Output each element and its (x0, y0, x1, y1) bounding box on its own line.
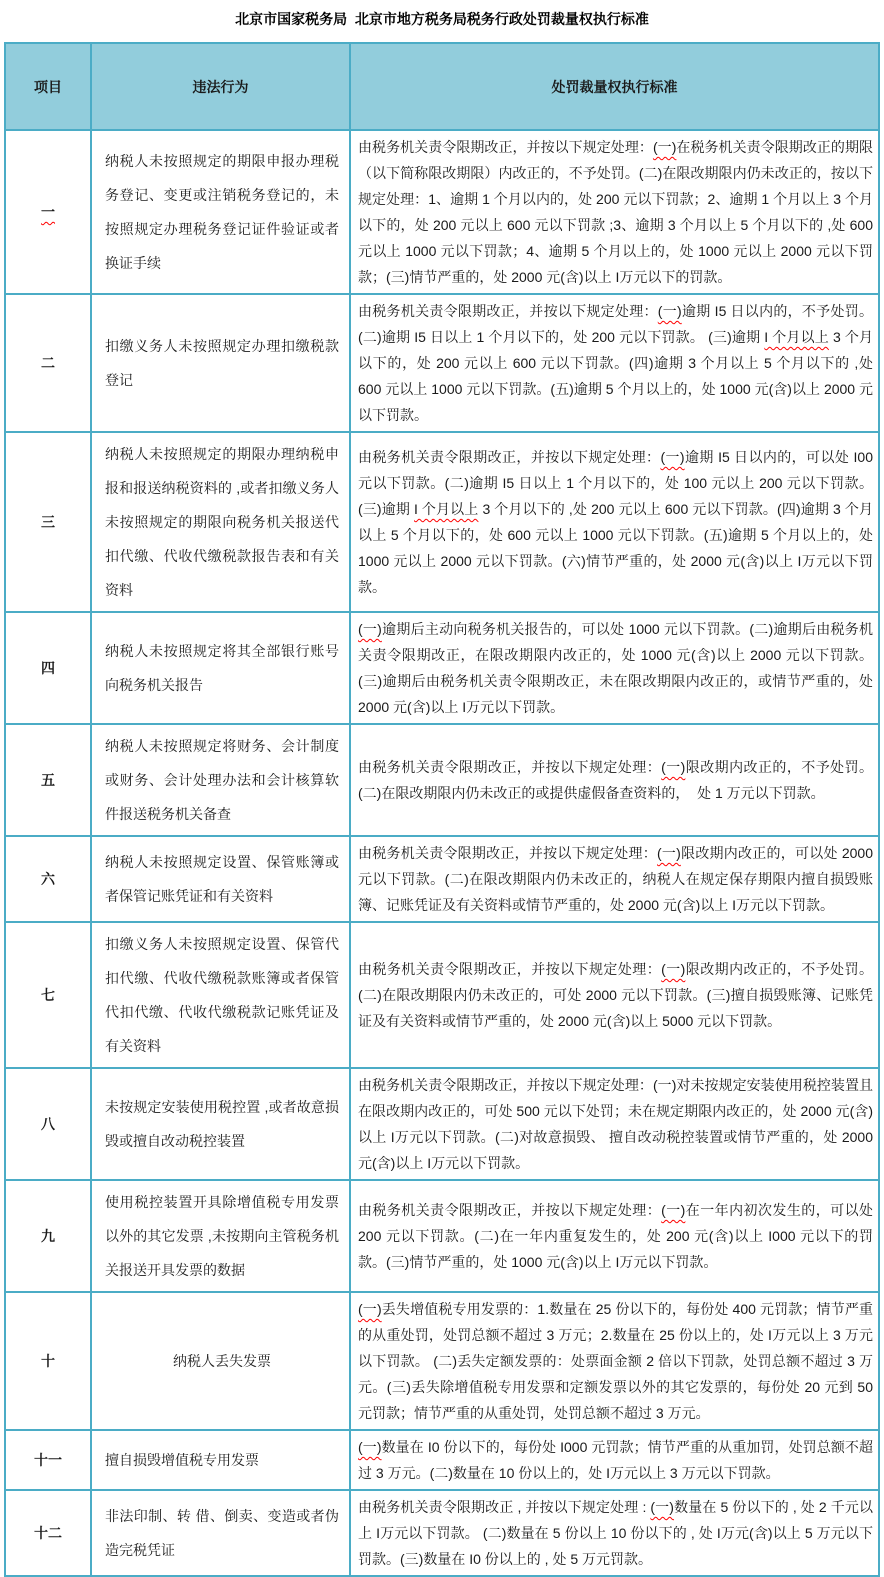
item-number: 九 (5, 1180, 91, 1292)
table-row (5, 1180, 879, 1292)
standard-cell: 由税务机关责令限期改正，并按以下规定处理：(一)逾期 I5 日以内的，不予处罚。(二)逾期 I5 日以上 1 个月以下的，处 200 元以下罚款。 (三)逾期 I 个月以上 3 个月以下的，处 200 元以上 600 元以下罚款。(四)逾期 3 个月以上 5 个月以下的 ,处 600 元以上 1000 元以下罚款。(五)逾期 5 个月以上的，处 1000 元(含)以上 2000 元以下罚款。 (350, 294, 879, 432)
violation-cell: 扣缴义务人未按照规定设置、保管代扣代缴、代收代缴税款账簿或者保管代扣代缴、代收代缴税款记账凭证及有关资料 (91, 922, 350, 1068)
standard-cell: 由税务机关责令限期改正，并按以下规定处理：(一)对未按规定安装使用税控装置且在限改期内改正的，可处 500 元以下处罚；未在规定期限内改正的，处 2000 元(含)以上 I万元以下罚款。(二)对故意损毁、 擅自改动税控装置或情节严重的，处 2000 元(含)以上 I万元以下罚款。 (350, 1068, 879, 1180)
spellcheck-squiggle: (一) (657, 303, 682, 319)
column-header-item: 项目 (5, 43, 91, 130)
violation-cell: 纳税人未按照规定的期限办理纳税申报和报送纳税资料的 ,或者扣缴义务人未按照规定的期限向税务机关报送代扣代缴、代收代缴税款报告表和有关资料 (91, 432, 350, 612)
table-body (5, 130, 879, 1576)
standard-cell: 由税务机关责令限期改正，并按以下规定处理：(一)在税务机关责令限期改正的期限（以下简称限改期限）内改正的，不予处罚。(二)在限改期限内仍未改正的，按以下规定处理：1、逾期 1 个月以内的，处 200 元以下罚款；2、逾期 1 个月以上 3 个月以下的，处 200 元以上 600 元以下罚款 ;3、逾期 3 个月以上 5 个月以下的 ,处 600 元以上 1000 元以下罚款；4、逾期 5 个月以上的，处 1000 元以上 2000 元以下罚款；(三)情节严重的，处 2000 元(含)以上 I万元以下的罚款。 (350, 130, 879, 294)
violation-cell: 擅自损毁增值税专用发票 (91, 1430, 350, 1490)
item-number: 四 (5, 612, 91, 724)
table-row (5, 836, 879, 922)
standard-cell: 由税务机关责令限期改正，并按以下规定处理：(一)限改期内改正的，不予处罚。(二)在限改期限内仍未改正的或提供虚假备查资料的， 处 1 万元以下罚款。 (350, 724, 879, 836)
spellcheck-squiggle: (一) (657, 845, 681, 861)
table-row (5, 130, 879, 294)
item-number: 二 (5, 294, 91, 432)
violation-cell: 纳税人未按照规定设置、保管账簿或者保管记账凭证和有关资料 (91, 836, 350, 922)
standard-cell: 由税务机关责令限期改正，并按以下规定处理：(一)在一年内初次发生的，可以处 200 元以下罚款。(二)在一年内重复发生的，处 200 元(含)以上 I000 元以下的罚款。(三)情节严重的，处 1000 元(含)以上 I万元以下罚款。 (350, 1180, 879, 1292)
violation-cell: 纳税人丢失发票 (91, 1292, 350, 1430)
penalty-standards-table (4, 42, 880, 1577)
violation-cell: 纳税人未按照规定将其全部银行账号向税务机关报告 (91, 612, 350, 724)
standard-cell: 由税务机关责令限期改正，并按以下规定处理：(一)限改期内改正的，可以处 2000 元以下罚款。(二)在限改期限内仍未改正的，纳税人在规定保存期限内擅自损毁账簿、记账凭证及有关资料或情节严重的，处 2000 元(含)以上 I万元以下罚款。 (350, 836, 879, 922)
item-number: 十 (5, 1292, 91, 1430)
item-number: 三 (5, 432, 91, 612)
header-row (5, 43, 879, 130)
table-header (5, 43, 879, 130)
table-row (5, 612, 879, 724)
table-row (5, 432, 879, 612)
spellcheck-squiggle: (一) (661, 759, 686, 775)
violation-cell: 扣缴义务人未按照规定办理扣缴税款登记 (91, 294, 350, 432)
item-number: 六 (5, 836, 91, 922)
item-number: 八 (5, 1068, 91, 1180)
table-row (5, 1292, 879, 1430)
spellcheck-squiggle: (一) (358, 1301, 382, 1317)
spellcheck-squiggle: (一) (661, 961, 686, 977)
violation-cell: 纳税人未按照规定将财务、会计制度或财务、会计处理办法和会计核算软件报送税务机关备查 (91, 724, 350, 836)
violation-cell: 使用税控装置开具除增值税专用发票以外的其它发票 ,未按期向主管税务机关报送开具发票的数据 (91, 1180, 350, 1292)
item-number: 五 (5, 724, 91, 836)
table-row (5, 922, 879, 1068)
standard-cell: (一)逾期后主动向税务机关报告的，可以处 1000 元以下罚款。(二)逾期后由税务机关责令限期改正，在限改期限内改正的，处 1000 元(含)以上 2000 元以下罚款。(三)逾期后由税务机关责令限期改正，未在限改期限内改正的，或情节严重的，处 2000 元(含)以上 I万元以下罚款。 (350, 612, 879, 724)
standard-cell: 由税务机关责令限期改正 , 并按以下规定处理 : (一)数量在 5 份以下的 , 处 2 千元以上 I万元以下罚款。 (二)数量在 5 份以上 10 份以下的 , 处 I万元(含)以上 5 万元以下罚款。(三)数量在 I0 份以上的 , 处 5 万元罚款。 (350, 1490, 879, 1576)
spellcheck-squiggle: I 个月以上 (764, 329, 829, 345)
violation-cell: 未按规定安装使用税控置 ,或者故意损毁或擅自改动税控装置 (91, 1068, 350, 1180)
spellcheck-squiggle: I 个月以上 (414, 501, 479, 517)
spellcheck-squiggle: (一) (652, 139, 677, 155)
column-header-standard: 处罚裁量权执行标准 (350, 43, 879, 130)
spellcheck-squiggle: (一) (358, 1439, 382, 1455)
spellcheck-squiggle: (一) (650, 1499, 674, 1515)
violation-cell: 纳税人未按照规定的期限申报办理税务登记、变更或注销税务登记的，未按照规定办理税务登记证件验证或者换证手续 (91, 130, 350, 294)
item-number: 七 (5, 922, 91, 1068)
spellcheck-squiggle: (一) (661, 1202, 686, 1218)
standard-cell: (一)丢失增值税专用发票的：1.数量在 25 份以下的，每份处 400 元罚款；情节严重的从重处罚，处罚总额不超过 3 万元；2.数量在 25 份以上的，处 I万元以上 3 万元以下罚款。 (二)丢失定额发票的：处票面金额 2 倍以下罚款，处罚总额不超过 3 万元。(三)丢失除增值税专用发票和定额发票以外的其它发票的，每份处 20 元到 50 元罚款；情节严重的从重处罚，处罚总额不超过 3 万元。 (350, 1292, 879, 1430)
spellcheck-squiggle: 一 (41, 204, 55, 220)
table-row (5, 724, 879, 836)
table-row (5, 294, 879, 432)
item-number (5, 130, 91, 294)
column-header-violation: 违法行为 (91, 43, 350, 130)
table-row (5, 1430, 879, 1490)
violation-cell: 非法印制、转 借、倒卖、变造或者伪造完税凭证 (91, 1490, 350, 1576)
standard-cell: 由税务机关责令限期改正，并按以下规定处理：(一)限改期内改正的，不予处罚。(二)在限改期限内仍未改正的，可处 2000 元以下罚款。(三)擅自损毁账簿、记账凭证及有关资料或情节严重的，处 2000 元(含)以上 5000 元以下罚款。 (350, 922, 879, 1068)
standard-cell: 由税务机关责令限期改正，并按以下规定处理：(一)逾期 I5 日以内的，可以处 I00 元以下罚款。(二)逾期 I5 日以上 1 个月以下的，处 100 元以上 200 元以下罚款。 (三)逾期 I 个月以上 3 个月以下的 ,处 200 元以上 600 元以下罚款。(四)逾期 3 个月以上 5 个月以下的，处 600 元以上 1000 元以下罚款。(五)逾期 5 个月以上的，处 1000 元以上 2000 元以下罚款。(六)情节严重的，处 2000 元(含)以上 I万元以下罚款。 (350, 432, 879, 612)
standard-cell: (一)数量在 I0 份以下的，每份处 I000 元罚款；情节严重的从重加罚，处罚总额不超过 3 万元。(二)数量在 10 份以上的，处 I万元以上 3 万元以下罚款。 (350, 1430, 879, 1490)
spellcheck-squiggle: (一) (358, 621, 382, 637)
spellcheck-squiggle: (一) (660, 449, 685, 465)
page-title: 北京市国家税务局 北京市地方税务局税务行政处罚裁量权执行标准 (235, 11, 649, 27)
table-row (5, 1490, 879, 1576)
item-number: 十二 (5, 1490, 91, 1576)
table-row (5, 1068, 879, 1180)
item-number: 十一 (5, 1430, 91, 1490)
